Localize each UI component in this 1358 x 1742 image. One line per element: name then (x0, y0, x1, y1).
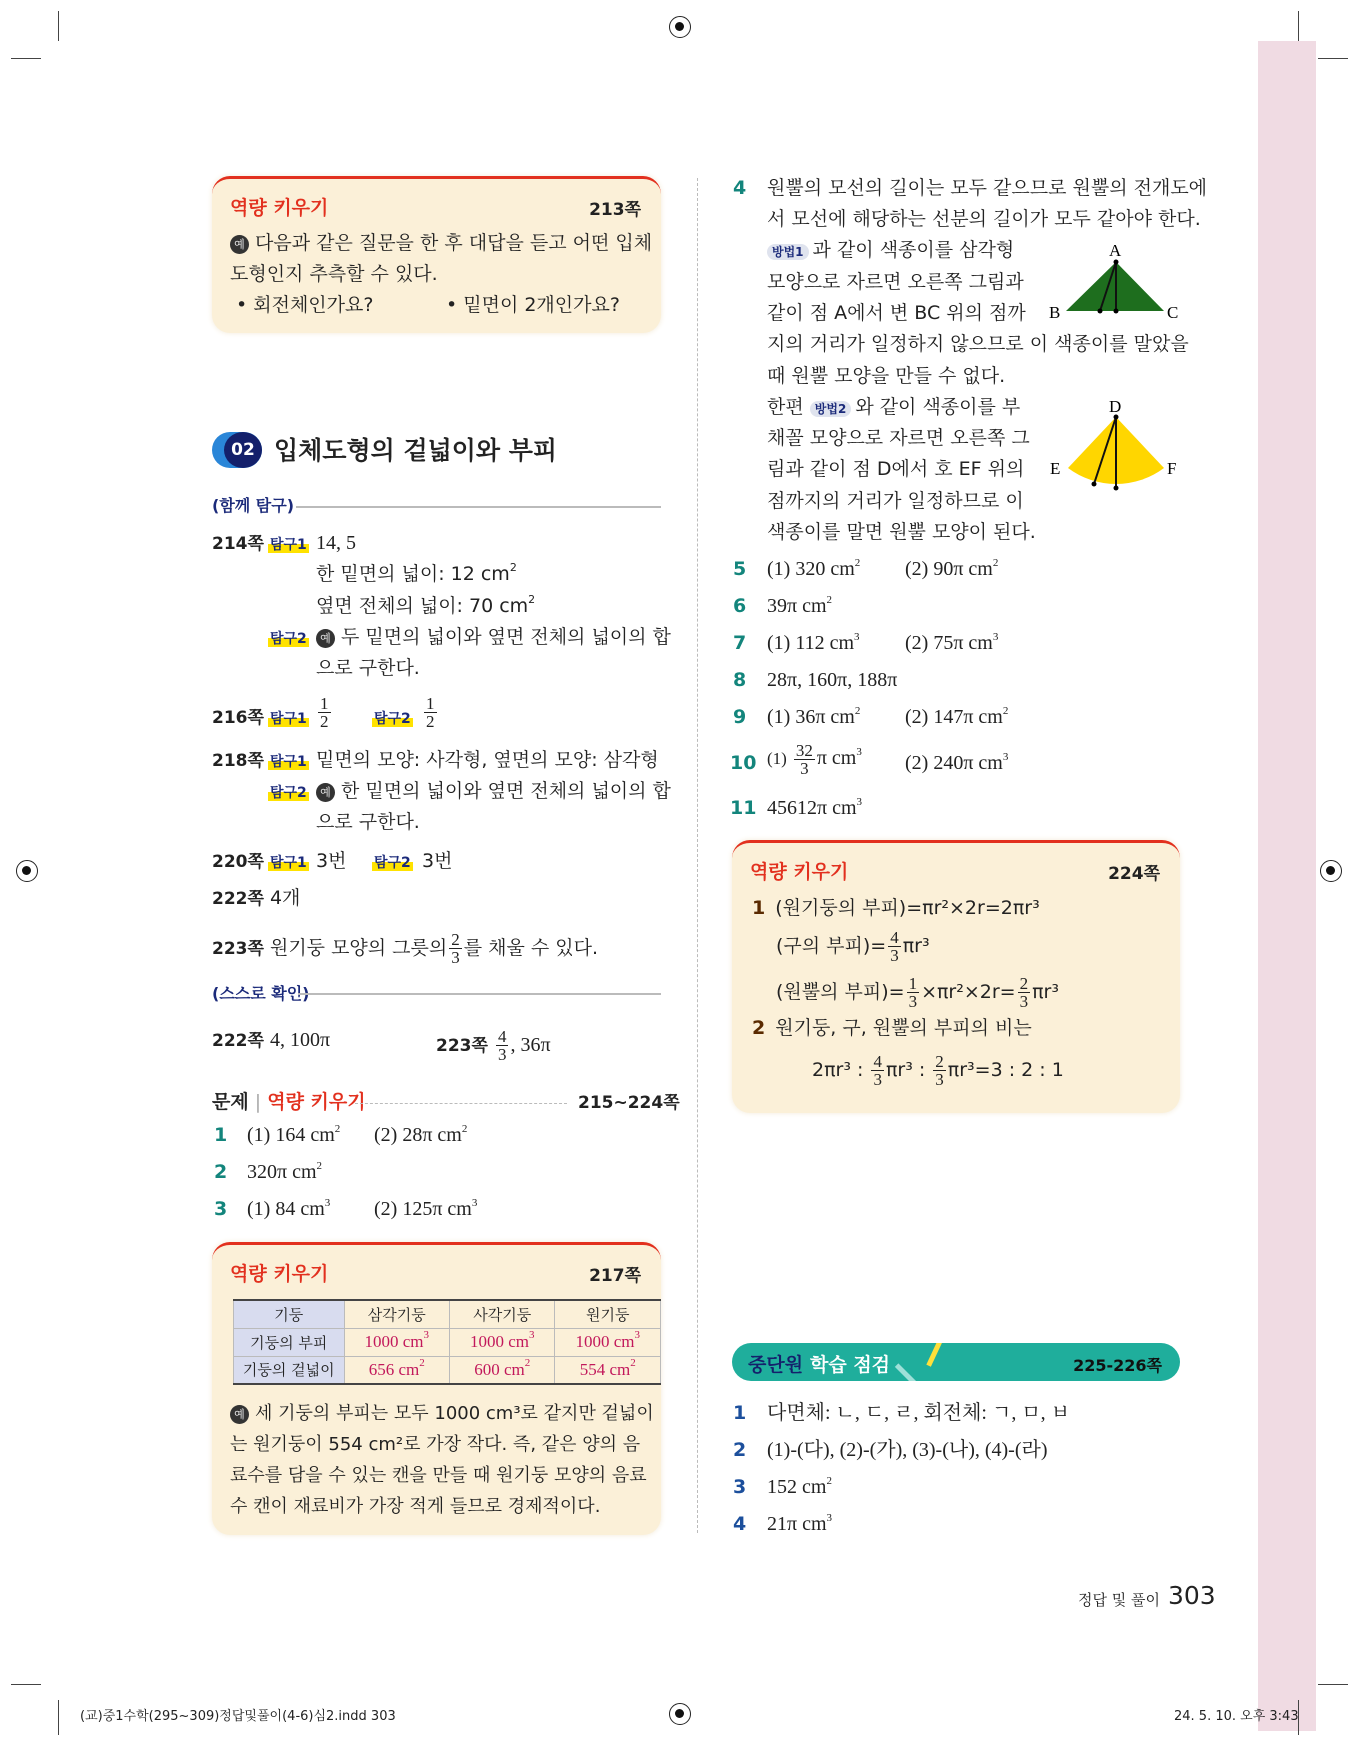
label: 문제 (212, 1091, 249, 1113)
text: 21π cm (767, 1513, 827, 1535)
box-text-line (230, 1402, 654, 1426)
method-tag: 방법2 (810, 401, 852, 417)
text: π cm (816, 747, 857, 770)
answer (767, 705, 860, 729)
text: 옆면 전체의 넓이: 70 cm (316, 595, 529, 617)
explore-tag: 탐구1 (270, 537, 307, 553)
answer: 으로 구한다. (316, 657, 420, 679)
self-row (212, 1028, 330, 1053)
question-number: 6 (733, 595, 747, 617)
answer (767, 1438, 1047, 1462)
point (1114, 260, 1119, 265)
bullet: • 밑면이 2개인가요? (446, 294, 620, 316)
text-line: 점까지의 거리가 일정하므로 이 (767, 490, 1024, 512)
item-number: 1 (752, 897, 766, 919)
table-header-row (234, 1300, 661, 1328)
exponent: 2 (992, 557, 999, 569)
exponent: 2 (826, 594, 833, 606)
box-text-line: 는 원기둥이 554 cm²로 가장 작다. 즉, 같은 양의 음 (230, 1434, 641, 1455)
exponent: 3 (529, 1329, 535, 1341)
exponent: 2 (854, 557, 861, 569)
page: 222쪽 (212, 1031, 264, 1051)
value: 600 cm (474, 1359, 525, 1379)
answer (316, 562, 517, 586)
fraction (318, 695, 331, 730)
formula-line (776, 975, 1059, 1010)
question-number: 9 (733, 706, 747, 728)
bullet: • 회전체인가요? (236, 294, 374, 316)
label-A: A (1109, 241, 1122, 260)
question-number: 1 (733, 1402, 747, 1424)
question-number: 1 (214, 1124, 228, 1146)
formula: (원기둥의 부피)=πr²×2r=2πr³ (775, 897, 1040, 919)
crop-mark (11, 1684, 41, 1685)
denominator: 3 (908, 992, 918, 1011)
box-text-line (230, 231, 652, 255)
answer: 를 채울 수 있다. (463, 937, 599, 959)
text: 세 기둥의 부피는 모두 1000 cm³로 같지만 겉넓이 (255, 1403, 654, 1424)
fraction (316, 695, 333, 730)
text-line: 모양으로 자르면 오른쪽 그림과 (767, 271, 1024, 293)
label: 함께 탐구 (219, 496, 287, 515)
fraction (449, 931, 462, 966)
question-number: 2 (214, 1161, 228, 1183)
table-row (234, 1328, 661, 1356)
explore-tag: 탐구2 (374, 711, 411, 727)
table-cell (450, 1328, 555, 1356)
question-number: 10 (730, 752, 757, 774)
divider (298, 993, 661, 995)
exponent: 3 (324, 1197, 331, 1209)
answer (905, 705, 1008, 729)
numerator: 4 (873, 1052, 882, 1071)
text-line: 서 모선에 해당하는 선분의 길이가 모두 같아야 한다. (767, 208, 1201, 230)
answer (905, 631, 998, 655)
point (1114, 486, 1119, 491)
numerator: 1 (320, 694, 329, 713)
exponent: 2 (509, 561, 517, 574)
question-number: 4 (733, 1513, 747, 1535)
pink-edge-strip (1258, 41, 1316, 1731)
text-line (767, 238, 1014, 264)
text-line: 지의 거리가 일정하지 않으므로 이 색종이를 말았을 (767, 333, 1189, 355)
answer: 원기둥 모양의 그릇의 (269, 937, 448, 959)
triangle-diagram (1040, 235, 1180, 325)
answer (767, 557, 860, 581)
point (1092, 482, 1097, 487)
denominator: 3 (451, 948, 460, 967)
denominator: 3 (890, 946, 899, 965)
answer: 3번 (422, 850, 453, 872)
text: πr³=3 : 2 : 1 (947, 1059, 1064, 1081)
self-check-label: (스스로 확인) (212, 984, 310, 1003)
row-214 (212, 531, 264, 556)
text-line: 색종이를 말면 원뿔 모양이 된다. (767, 521, 1036, 543)
registration-mark-icon (669, 1703, 691, 1725)
answer: 3번 (316, 850, 347, 872)
value: 1000 cm (575, 1332, 635, 1351)
example-marker-icon: 예 (230, 235, 249, 254)
box-224 (732, 840, 1180, 1113)
fraction (496, 1028, 509, 1063)
text: 152 cm (767, 1476, 827, 1498)
row-222 (212, 886, 300, 911)
explore-tag: 탐구1 (270, 711, 307, 727)
text: (1) 36π cm (767, 706, 855, 728)
table-cell (344, 1356, 449, 1384)
answer (374, 1197, 477, 1221)
registration-mark-icon (16, 860, 38, 882)
answer (767, 668, 897, 692)
question-number: 7 (733, 632, 747, 654)
numerator: 1 (426, 694, 435, 713)
tag (268, 849, 319, 875)
tag (268, 779, 319, 805)
column-divider (697, 178, 698, 1533)
question-number: 5 (733, 558, 747, 580)
tag (268, 531, 319, 557)
answer (767, 796, 862, 820)
text-line: 때 원뿔 모양을 만들 수 없다. (767, 365, 1006, 387)
text: 두 밑면의 넓이와 옆면 전체의 넓이의 합 (341, 626, 671, 648)
text-line (767, 395, 1020, 421)
page: 223쪽 (212, 939, 264, 959)
box-text-line: 료수를 담을 수 있는 캔을 만들 때 원기둥 모양의 음료 (230, 1465, 647, 1486)
crop-mark (1318, 58, 1348, 59)
text: 다음과 같은 질문을 한 후 대답을 듣고 어떤 입체 (255, 232, 653, 254)
exponent: 3 (1002, 751, 1009, 763)
page-range: 215~224쪽 (578, 1093, 680, 1113)
exponent: 3 (856, 796, 863, 808)
table-header: 원기둥 (555, 1300, 661, 1328)
registration-mark-icon (1320, 860, 1342, 882)
text-line: 같이 점 A에서 변 BC 위의 점까 (767, 302, 1026, 324)
point (1114, 309, 1119, 314)
answer (247, 1197, 330, 1221)
answer (767, 1475, 832, 1499)
text: 28π, 160π, 188π (767, 669, 898, 691)
text: 와 같이 색종이를 부 (855, 396, 1021, 418)
crop-mark (11, 58, 41, 59)
text: (2) 125π cm (374, 1198, 472, 1220)
value: 656 cm (368, 1359, 420, 1379)
table-cell (555, 1356, 661, 1384)
fraction (871, 1053, 884, 1088)
text: (2) 240π cm (905, 752, 1003, 774)
footer-label: 정답 및 풀이 (1078, 1591, 1160, 1609)
numerator: 32 (795, 741, 813, 760)
tag (372, 705, 423, 731)
denominator: 2 (320, 712, 329, 731)
explore-tag: 탐구1 (270, 855, 307, 871)
question-number: 2 (733, 1439, 747, 1461)
text: (2) 90π cm (905, 558, 993, 580)
text: 39π cm (767, 595, 827, 617)
explore-tag: 탐구2 (270, 785, 307, 801)
row-label: 기둥의 겉넓이 (234, 1356, 345, 1384)
point (1098, 309, 1103, 314)
exponent: 3 (471, 1197, 478, 1209)
decorative-stroke (895, 1363, 918, 1381)
text: (1) (767, 749, 787, 769)
text: 한 밑면의 넓이: 12 cm (316, 563, 510, 585)
sublabel: 역량 키우기 (267, 1091, 366, 1113)
text: (2) 28π cm (374, 1124, 462, 1146)
text: (1) 112 cm (767, 632, 855, 654)
exponent: 3 (634, 1329, 640, 1341)
tag (372, 849, 423, 875)
text-line: 원뿔의 모선의 길이는 모두 같으므로 원뿔의 전개도에 (767, 177, 1208, 199)
answer (316, 625, 671, 649)
fraction (424, 695, 437, 730)
answer (767, 1512, 832, 1536)
exponent: 2 (630, 1356, 636, 1369)
formula-line (776, 929, 930, 964)
answer (247, 1123, 340, 1147)
denominator: 3 (800, 759, 809, 778)
question-number: 8 (733, 669, 747, 691)
text: ×πr²×2r= (921, 981, 1016, 1003)
crop-mark (1318, 1684, 1348, 1685)
exponent: 3 (854, 631, 860, 643)
page: 214쪽 (212, 534, 264, 554)
page: 220쪽 (212, 852, 264, 872)
row-220 (212, 849, 264, 874)
answer (767, 742, 862, 777)
row-label: 기둥의 부피 (234, 1328, 345, 1356)
box-213 (212, 176, 661, 333)
page-number: 303 (1168, 1581, 1216, 1610)
crop-mark (58, 1700, 59, 1735)
numerator: 2 (935, 1052, 944, 1071)
table-cell (344, 1328, 449, 1356)
numerator: 2 (1019, 974, 1029, 993)
table-header: 기둥 (234, 1300, 345, 1328)
unit-check-banner (732, 1343, 1180, 1381)
exponent: 2 (524, 1356, 531, 1369)
answer (316, 594, 535, 618)
box-text-line: 수 캔이 재료비가 가장 적게 들므로 경제적이다. (230, 1496, 601, 1517)
answer (905, 751, 1008, 775)
fraction (794, 742, 815, 777)
answer (767, 1401, 1070, 1425)
label-C: C (1167, 303, 1179, 322)
explore-tag: 탐구2 (374, 855, 411, 871)
page: 218쪽 (212, 751, 264, 771)
label-E: E (1050, 459, 1061, 478)
banner-pages: 225-226쪽 (1073, 1356, 1162, 1375)
fraction (1018, 975, 1031, 1010)
box-217 (212, 1242, 661, 1535)
numerator: 4 (890, 928, 899, 947)
table-cell (450, 1356, 555, 1384)
box-title: 역량 키우기 (230, 197, 329, 219)
box-text-line: 도형인지 추측할 수 있다. (230, 263, 438, 285)
denominator: 3 (935, 1070, 944, 1089)
explore-tag: 탐구2 (270, 631, 307, 647)
question-number: 11 (730, 797, 757, 819)
denominator: 3 (497, 1045, 507, 1064)
numerator: 2 (451, 930, 460, 949)
text: (1) 320 cm (767, 558, 855, 580)
example-marker-icon: 예 (316, 629, 335, 648)
text: (1)-(다), (2)-(가), (3)-(나), (4)-(라) (767, 1439, 1048, 1461)
label: 스스로 확인 (219, 984, 303, 1003)
text: πr³ (902, 935, 930, 957)
text-line: 림과 같이 점 D에서 호 EF 위의 (767, 458, 1025, 480)
table-cell (555, 1328, 661, 1356)
table-header: 사각기둥 (450, 1300, 555, 1328)
exponent: 3 (856, 746, 862, 759)
answer (247, 1160, 322, 1184)
tag (268, 748, 319, 774)
exponent: 2 (419, 1356, 425, 1369)
exponent: 3 (423, 1329, 430, 1341)
value: 554 cm (579, 1359, 631, 1379)
denominator: 3 (873, 1070, 882, 1089)
banner-subtitle: 학습 점검 (810, 1354, 891, 1376)
tag (268, 625, 319, 651)
section-title: 입체도형의 겉넓이와 부피 (274, 436, 558, 465)
answer (767, 631, 860, 655)
answer (767, 594, 832, 618)
box-title: 역량 키우기 (750, 861, 849, 883)
exponent: 2 (334, 1123, 341, 1135)
answer: 4, 100π (269, 1029, 331, 1051)
text: 원기둥, 구, 원뿔의 부피의 비는 (775, 1017, 1032, 1039)
exponent: 2 (528, 593, 536, 606)
exponent: 3 (992, 631, 999, 643)
value: 1000 cm (469, 1332, 529, 1351)
text: 다면체: ㄴ, ㄷ, ㄹ, 회전체: ㄱ, ㅁ, ㅂ (767, 1402, 1070, 1424)
value: 1000 cm (364, 1332, 424, 1351)
text: (구의 부피)= (776, 935, 887, 957)
text: 한편 (767, 396, 804, 418)
row-223 (212, 931, 598, 966)
exponent: 2 (316, 1160, 323, 1172)
page: 223쪽 (436, 1036, 488, 1056)
answer (316, 779, 671, 803)
question-number: 3 (214, 1198, 228, 1220)
comparison-table (233, 1299, 661, 1385)
formula-line (752, 1016, 1032, 1040)
text: (1) 84 cm (247, 1198, 325, 1220)
problems-header: 문제 | 역량 키우기 (212, 1091, 366, 1113)
answer: 밑면의 모양: 사각형, 옆면의 모양: 삼각형 (316, 749, 659, 771)
box-page: 213쪽 (589, 200, 641, 220)
row-218 (212, 748, 264, 773)
fraction (933, 1053, 946, 1088)
box-page: 217쪽 (589, 1266, 641, 1286)
page: 216쪽 (212, 708, 264, 728)
registration-mark-icon (669, 16, 691, 38)
answer (374, 1123, 467, 1147)
section-number: 02 (224, 432, 262, 468)
text: (원뿔의 부피)= (776, 981, 905, 1003)
box-title: 역량 키우기 (230, 1263, 329, 1285)
answer: , 36π (510, 1034, 551, 1056)
box-page: 224쪽 (1108, 864, 1160, 884)
decorative-stroke (926, 1343, 942, 1367)
dotted-leader (355, 1103, 567, 1104)
table-header: 삼각기둥 (344, 1300, 449, 1328)
crop-mark (58, 11, 59, 41)
text: (1) 164 cm (247, 1124, 335, 1146)
fraction (907, 975, 920, 1010)
text: (2) 75π cm (905, 632, 993, 654)
text: 320π cm (247, 1161, 317, 1183)
exponent: 2 (854, 705, 861, 717)
answer: 으로 구한다. (316, 811, 420, 833)
label-F: F (1167, 459, 1177, 478)
question-number: 4 (733, 177, 747, 199)
tag (268, 705, 319, 731)
example-marker-icon: 예 (230, 1405, 249, 1424)
item-number: 2 (752, 1017, 766, 1039)
print-timestamp: 24. 5. 10. 오후 3:43 (1174, 1709, 1299, 1724)
exponent: 3 (826, 1512, 833, 1524)
label-B: B (1049, 303, 1061, 322)
fraction (888, 929, 901, 964)
fraction (422, 695, 439, 730)
exponent: 2 (461, 1123, 468, 1135)
text-line: 채꼴 모양으로 자르면 오른쪽 그 (767, 427, 1030, 449)
divider (296, 506, 661, 508)
method-tag: 방법1 (767, 244, 809, 260)
page: 222쪽 (212, 889, 264, 909)
formula-line (752, 896, 1040, 920)
explore-tag: 탐구1 (270, 754, 307, 770)
exponent: 2 (826, 1475, 832, 1487)
banner-title: 중단원 (748, 1354, 804, 1376)
text: 45612π cm (767, 797, 857, 819)
formula-line (812, 1053, 1064, 1088)
numerator: 1 (908, 974, 918, 993)
answer: 4개 (269, 887, 301, 909)
text: 2πr³ : (812, 1059, 870, 1081)
text: πr³ : (885, 1059, 932, 1081)
text: πr³ (1032, 981, 1059, 1003)
sector-diagram (1040, 392, 1180, 502)
exponent: 2 (1002, 705, 1009, 717)
print-slug: (교)중1수학(295~309)정답및풀이(4-6)심2.indd 303 (80, 1709, 396, 1724)
example-marker-icon: 예 (316, 783, 335, 802)
answer: 14, 5 (316, 532, 356, 554)
together-label: (함께 탐구) (212, 496, 295, 515)
row-216 (212, 705, 264, 730)
text: 한 밑면의 넓이와 옆면 전체의 넓이의 합 (341, 780, 671, 802)
table-row (234, 1356, 661, 1384)
numerator: 4 (497, 1027, 507, 1046)
label-D: D (1109, 397, 1122, 416)
crop-mark (1298, 11, 1299, 41)
answer (905, 557, 998, 581)
text: (2) 147π cm (905, 706, 1003, 728)
question-number: 3 (733, 1476, 747, 1498)
self-row (436, 1028, 551, 1063)
denominator: 3 (1019, 992, 1029, 1011)
denominator: 2 (426, 712, 435, 731)
text: 과 같이 색종이를 삼각형 (812, 239, 1015, 261)
